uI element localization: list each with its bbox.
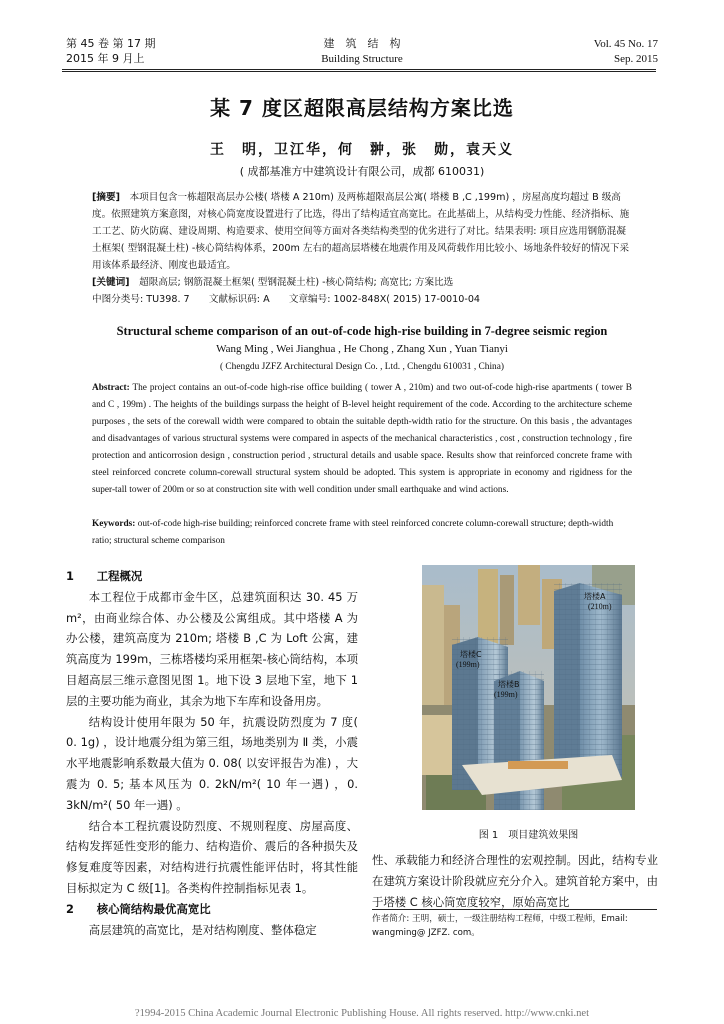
keywords-cn-label: [关键词] <box>92 277 130 288</box>
abstract-cn <box>92 189 632 308</box>
page-footer: ?1994-2015 China Academic Journal Electronic Publishing House. All rights reserved. http://www.cnki.net <box>134 1008 590 1019</box>
tower-a-building <box>554 583 622 777</box>
header-issue: 第 45 卷 第 17 期 <box>66 37 156 50</box>
label-tower-a: 塔楼A <box>584 592 606 601</box>
paragraph-1: 本工程位于成都市金牛区，总建筑面积达 30. 45 万m²，由商业综合体、办公楼及公寓组成。其中塔楼 A 为办公楼，建筑高度为 210m; 塔楼 B ,C 为 Loft 公寓，建筑高度为 199m，三栋塔楼均采用框架-核心筒结构，本项目超高层三维示意图见图 1。地下设 3 层地下室，地下 1 层的主要功能为商业，其余为地下车库和设备用房。 <box>66 589 358 708</box>
header-rule-top <box>62 69 656 70</box>
body-right-column <box>372 850 658 912</box>
section-1-heading: 1 工程概况 <box>66 569 143 583</box>
paragraph-4: 高层建筑的高宽比，是对结构刚度、整体稳定 <box>88 922 317 937</box>
paper-title-cn: 某 7 度区超限高层结构方案比选 <box>210 96 514 120</box>
figure-1-caption: 图 1 项目建筑效果图 <box>478 830 579 841</box>
paragraph-2: 结构设计使用年限为 50 年，抗震设防烈度为 7 度( 0. 1g) ，设计地震分组为第三组，场地类别为 Ⅱ 类，小震水平地震影响系数最大值为 0. 08( 以安评报告为准) ，大震为 0. 5; 基本风压为 0. 2kN/m²( 10 年一遇) ，0. 3kN/m²( 50 年一遇) 。 <box>66 714 358 812</box>
abstract-en <box>92 380 632 499</box>
keywords-en-text: out-of-code high-rise building; reinforced concrete frame with steel reinforced concrete column-corewall structure; depth-width ratio; structural scheme comparison <box>92 519 614 546</box>
header-date: 2015 年 9 月上 <box>66 52 145 65</box>
keywords-cn-text: 超限高层; 钢筋混凝土框架( 型钢混凝土柱) -核心筒结构; 高宽比; 方案比选 <box>139 277 454 288</box>
header-journal-cn: 建 筑 结 构 <box>323 37 401 50</box>
header-rule-bottom <box>62 71 656 72</box>
label-tower-c-height: (199m) <box>456 660 480 669</box>
abstract-en-text: The project contains an out-of-code high-rise office building ( tower A , 210m) and two out-of-code high-rise apartments ( tower B and C , 199m) . The heights of the buildings surpass the height of B-level height requirement of the code. According to the architecture scheme purposes , the sets of the corewall width were compared to obtain the suitable depth-width ratio for the structure. On this basis , the advantages and disadvantages of various structural systems were compared in aspects of the mechanical characteristics , cost , construction technology , fire protection and anticorrosion design , construction period , structural details and usable space. Results show that reinforced concrete frame with steel reinforced concrete column-corewall structural system should be adopted. This system is appropriate in economy and rigidness for the super-tall tower of 200m or so at construction site with well condition under small earthquake and wind actions. <box>92 383 632 495</box>
header-journal-en: Building Structure <box>321 53 403 65</box>
affiliation-cn: ( 成都基准方中建筑设计有限公司，成都 610031) <box>239 165 485 178</box>
label-tower-a-height: (210m) <box>588 602 612 611</box>
label-tower-b: 塔楼B <box>498 680 520 689</box>
figure-1-rendering <box>422 565 635 810</box>
authors-cn: 王 明，卫江华，何 翀，张 勋，袁天义 <box>210 142 514 158</box>
label-tower-b-height: (199m) <box>494 690 518 699</box>
header-month: Sep. 2015 <box>614 53 658 65</box>
authors-en: Wang Ming , Wei Jianghua , He Chong , Zhang Xun , Yuan Tianyi <box>216 343 508 355</box>
author-footnote: 作者简介: 王明，硕士，一级注册结构工程师，中级工程师，Email: wangming@ JZFZ. com。 <box>372 914 628 938</box>
document-code: 文献标识码: A <box>208 294 270 305</box>
abstract-cn-text: 本项目包含一栋超限高层办公楼( 塔楼 A 210m) 及两栋超限高层公寓( 塔楼 B ,C ,199m) ，房屋高度均超过 B 级高度。依照建筑方案意图，对核心筒宽度设置进行了比选，得出了结构适宜高宽比。在此基础上，从结构受力性能、经济指标、施工工艺、防火防腐、建设周期、构造要求、使用空间等方面对各类结构类型的优劣进行了对比。结果表明: 项目应选用钢筋混凝土框架( 型钢混凝土柱) -核心筒结构体系，200m 左右的超高层塔楼在地震作用及风荷载作用比较小、场地条件较好的情况下采用该体系最经济、刚度也最适宜。 <box>92 192 630 271</box>
label-tower-c: 塔楼C <box>460 650 482 659</box>
paragraph-3: 结合本工程抗震设防烈度、不规则程度、房屋高度、结构发挥延性变形的能力、结构造价、震后的各种损失及修复难度等因素，对结构进行抗震性能评估时，将其性能目标拟定为 C 级[1]。各类构件控制指标见表 1。 <box>66 818 358 895</box>
abstract-en-label: Abstract: <box>92 383 130 393</box>
classification-number: 中图分类号: TU398. 7 <box>92 294 190 305</box>
paragraph-right: 性、承载能力和经济合理性的宏观控制。因此，结构专业在建筑方案设计阶段就应充分介入。建筑首轮方案中，由于塔楼 C 核心筒宽度较窄，原始高宽比 <box>372 853 658 909</box>
affiliation-en: ( Chengdu JZFZ Architectural Design Co. , Ltd. , Chengdu 610031 , China) <box>219 362 505 372</box>
paper-title-en: Structural scheme comparison of an out-of-code high-rise building in 7-degree seismic region <box>116 324 608 338</box>
section-2-heading: 2 核心筒结构最优高宽比 <box>66 901 211 916</box>
article-number: 文章编号: 1002-848X( 2015) 17-0010-04 <box>288 294 481 305</box>
body-left-column <box>66 566 358 940</box>
keywords-en <box>92 516 632 550</box>
header-volume: Vol. 45 No. 17 <box>593 38 658 50</box>
footnote-rule <box>372 909 657 910</box>
abstract-cn-label: [摘要] <box>92 192 120 203</box>
keywords-en-label: Keywords: <box>92 519 136 529</box>
